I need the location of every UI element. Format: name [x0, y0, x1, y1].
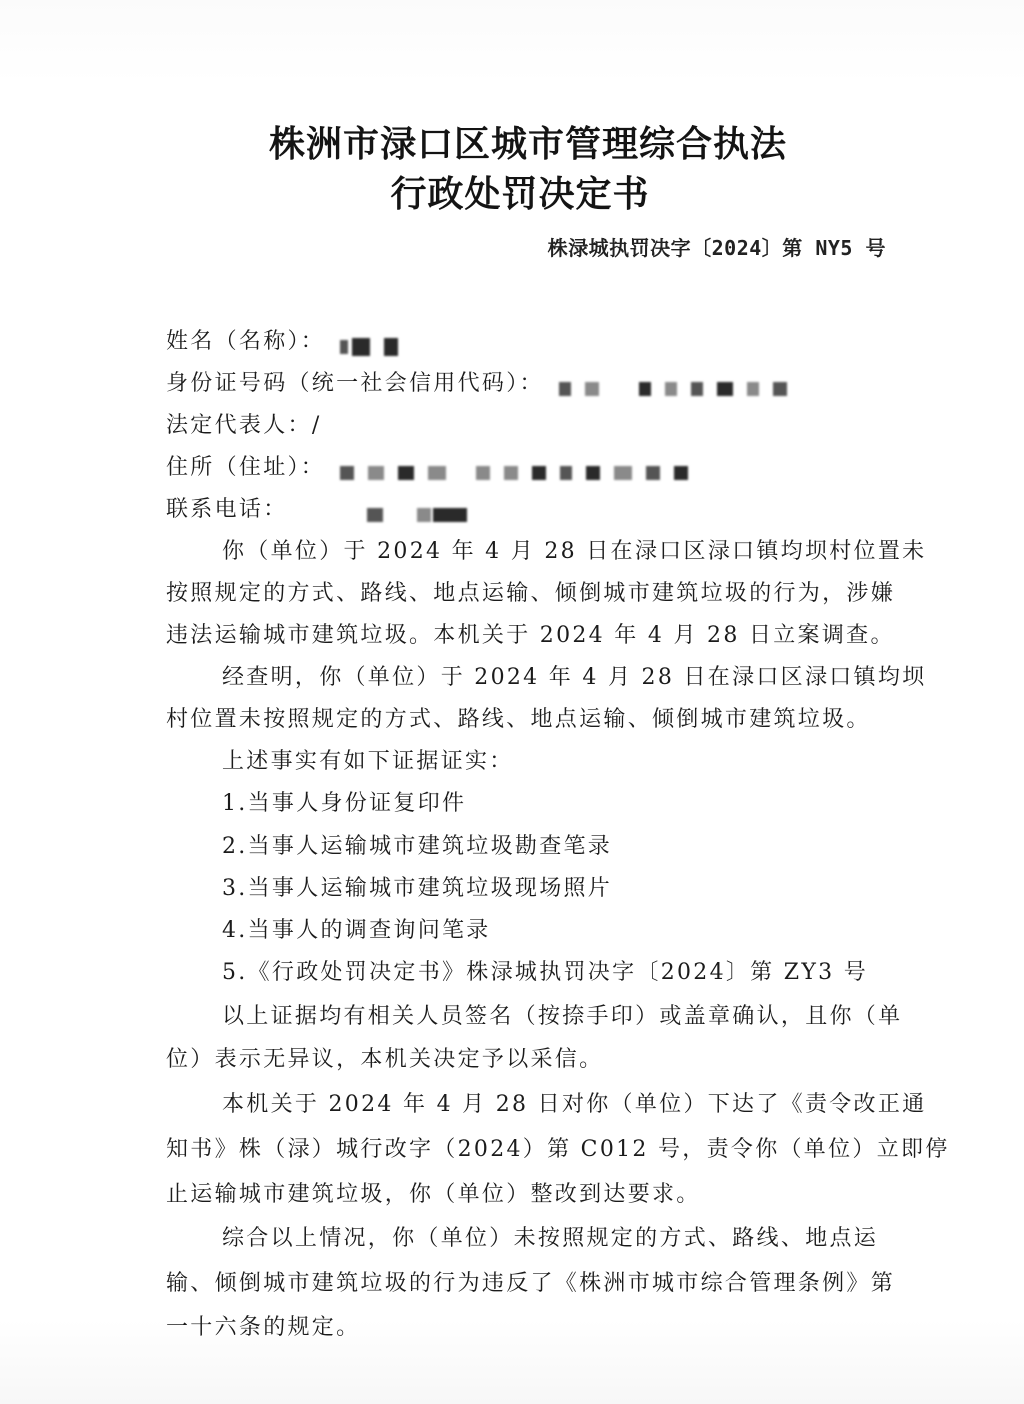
paragraph-2-line-2: 村位置未按照规定的方式、路线、地点运输、倾倒城市建筑垃圾。	[166, 707, 871, 732]
evidence-intro: 上述事实有如下证据证实：	[222, 749, 514, 774]
paragraph-2-line-1: 经查明，你（单位）于 2024 年 4 月 28 日在渌口区渌口镇均坝	[222, 665, 927, 690]
representative-value: /	[311, 413, 322, 438]
name-label: 姓名（名称）：	[166, 329, 326, 354]
address-row	[166, 453, 702, 483]
evidence-item: 1.当事人身份证复印件	[222, 791, 467, 816]
paragraph-6-line-1: 综合以上情况，你（单位）未按照规定的方式、路线、地点运	[222, 1226, 879, 1251]
evidence-item: 3.当事人运输城市建筑垃圾现场照片	[222, 876, 613, 901]
phone-row	[166, 495, 481, 525]
paragraph-5-line-2: 知书》株（渌）城行改字（2024）第 C012 号，责令你（单位）立即停	[166, 1137, 950, 1162]
evidence-item: 4.当事人的调查询问笔录	[222, 918, 491, 943]
document-title-line2: 行政处罚决定书	[390, 174, 650, 215]
document-title-line1: 株洲市渌口区城市管理综合执法	[268, 124, 787, 165]
id-label: 身份证号码（统一社会信用代码）：	[166, 371, 544, 396]
address-label: 住所（住址）：	[166, 455, 326, 480]
representative-row	[166, 411, 322, 441]
paragraph-6-line-3: 一十六条的规定。	[166, 1315, 361, 1340]
document-number: 株渌城执罚决字〔2024〕第 NY5 号	[547, 236, 886, 260]
representative-label: 法定代表人：	[166, 413, 312, 438]
id-row	[166, 369, 801, 399]
paragraph-6-line-2: 输、倾倒城市建筑垃圾的行为违反了《株洲市城市综合管理条例》第	[166, 1271, 896, 1296]
evidence-item: 5.《行政处罚决定书》株渌城执罚决字〔2024〕第 ZY3 号	[222, 960, 869, 985]
paragraph-5-line-3: 止运输城市建筑垃圾，你（单位）整改到达要求。	[166, 1182, 701, 1207]
evidence-item: 2.当事人运输城市建筑垃圾勘查笔录	[222, 834, 613, 859]
redacted-id-number	[559, 374, 801, 394]
phone-label: 联系电话：	[166, 497, 288, 522]
paragraph-4-line-2: 位）表示无异议，本机关决定予以采信。	[166, 1047, 604, 1072]
paragraph-5-line-1: 本机关于 2024 年 4 月 28 日对你（单位）下达了《责令改正通	[222, 1092, 927, 1117]
redacted-address	[340, 458, 702, 478]
paragraph-1-line-2: 按照规定的方式、路线、地点运输、倾倒城市建筑垃圾的行为，涉嫌	[166, 581, 896, 606]
redacted-name	[340, 332, 412, 352]
paragraph-1-line-1: 你（单位）于 2024 年 4 月 28 日在渌口区渌口镇均坝村位置未	[222, 539, 927, 564]
paragraph-4-line-1: 以上证据均有相关人员签名（按捺手印）或盖章确认，且你（单	[222, 1004, 903, 1029]
paragraph-1-line-3: 违法运输城市建筑垃圾。本机关于 2024 年 4 月 28 日立案调查。	[166, 623, 895, 648]
redacted-phone	[367, 500, 481, 520]
name-row	[166, 327, 412, 357]
